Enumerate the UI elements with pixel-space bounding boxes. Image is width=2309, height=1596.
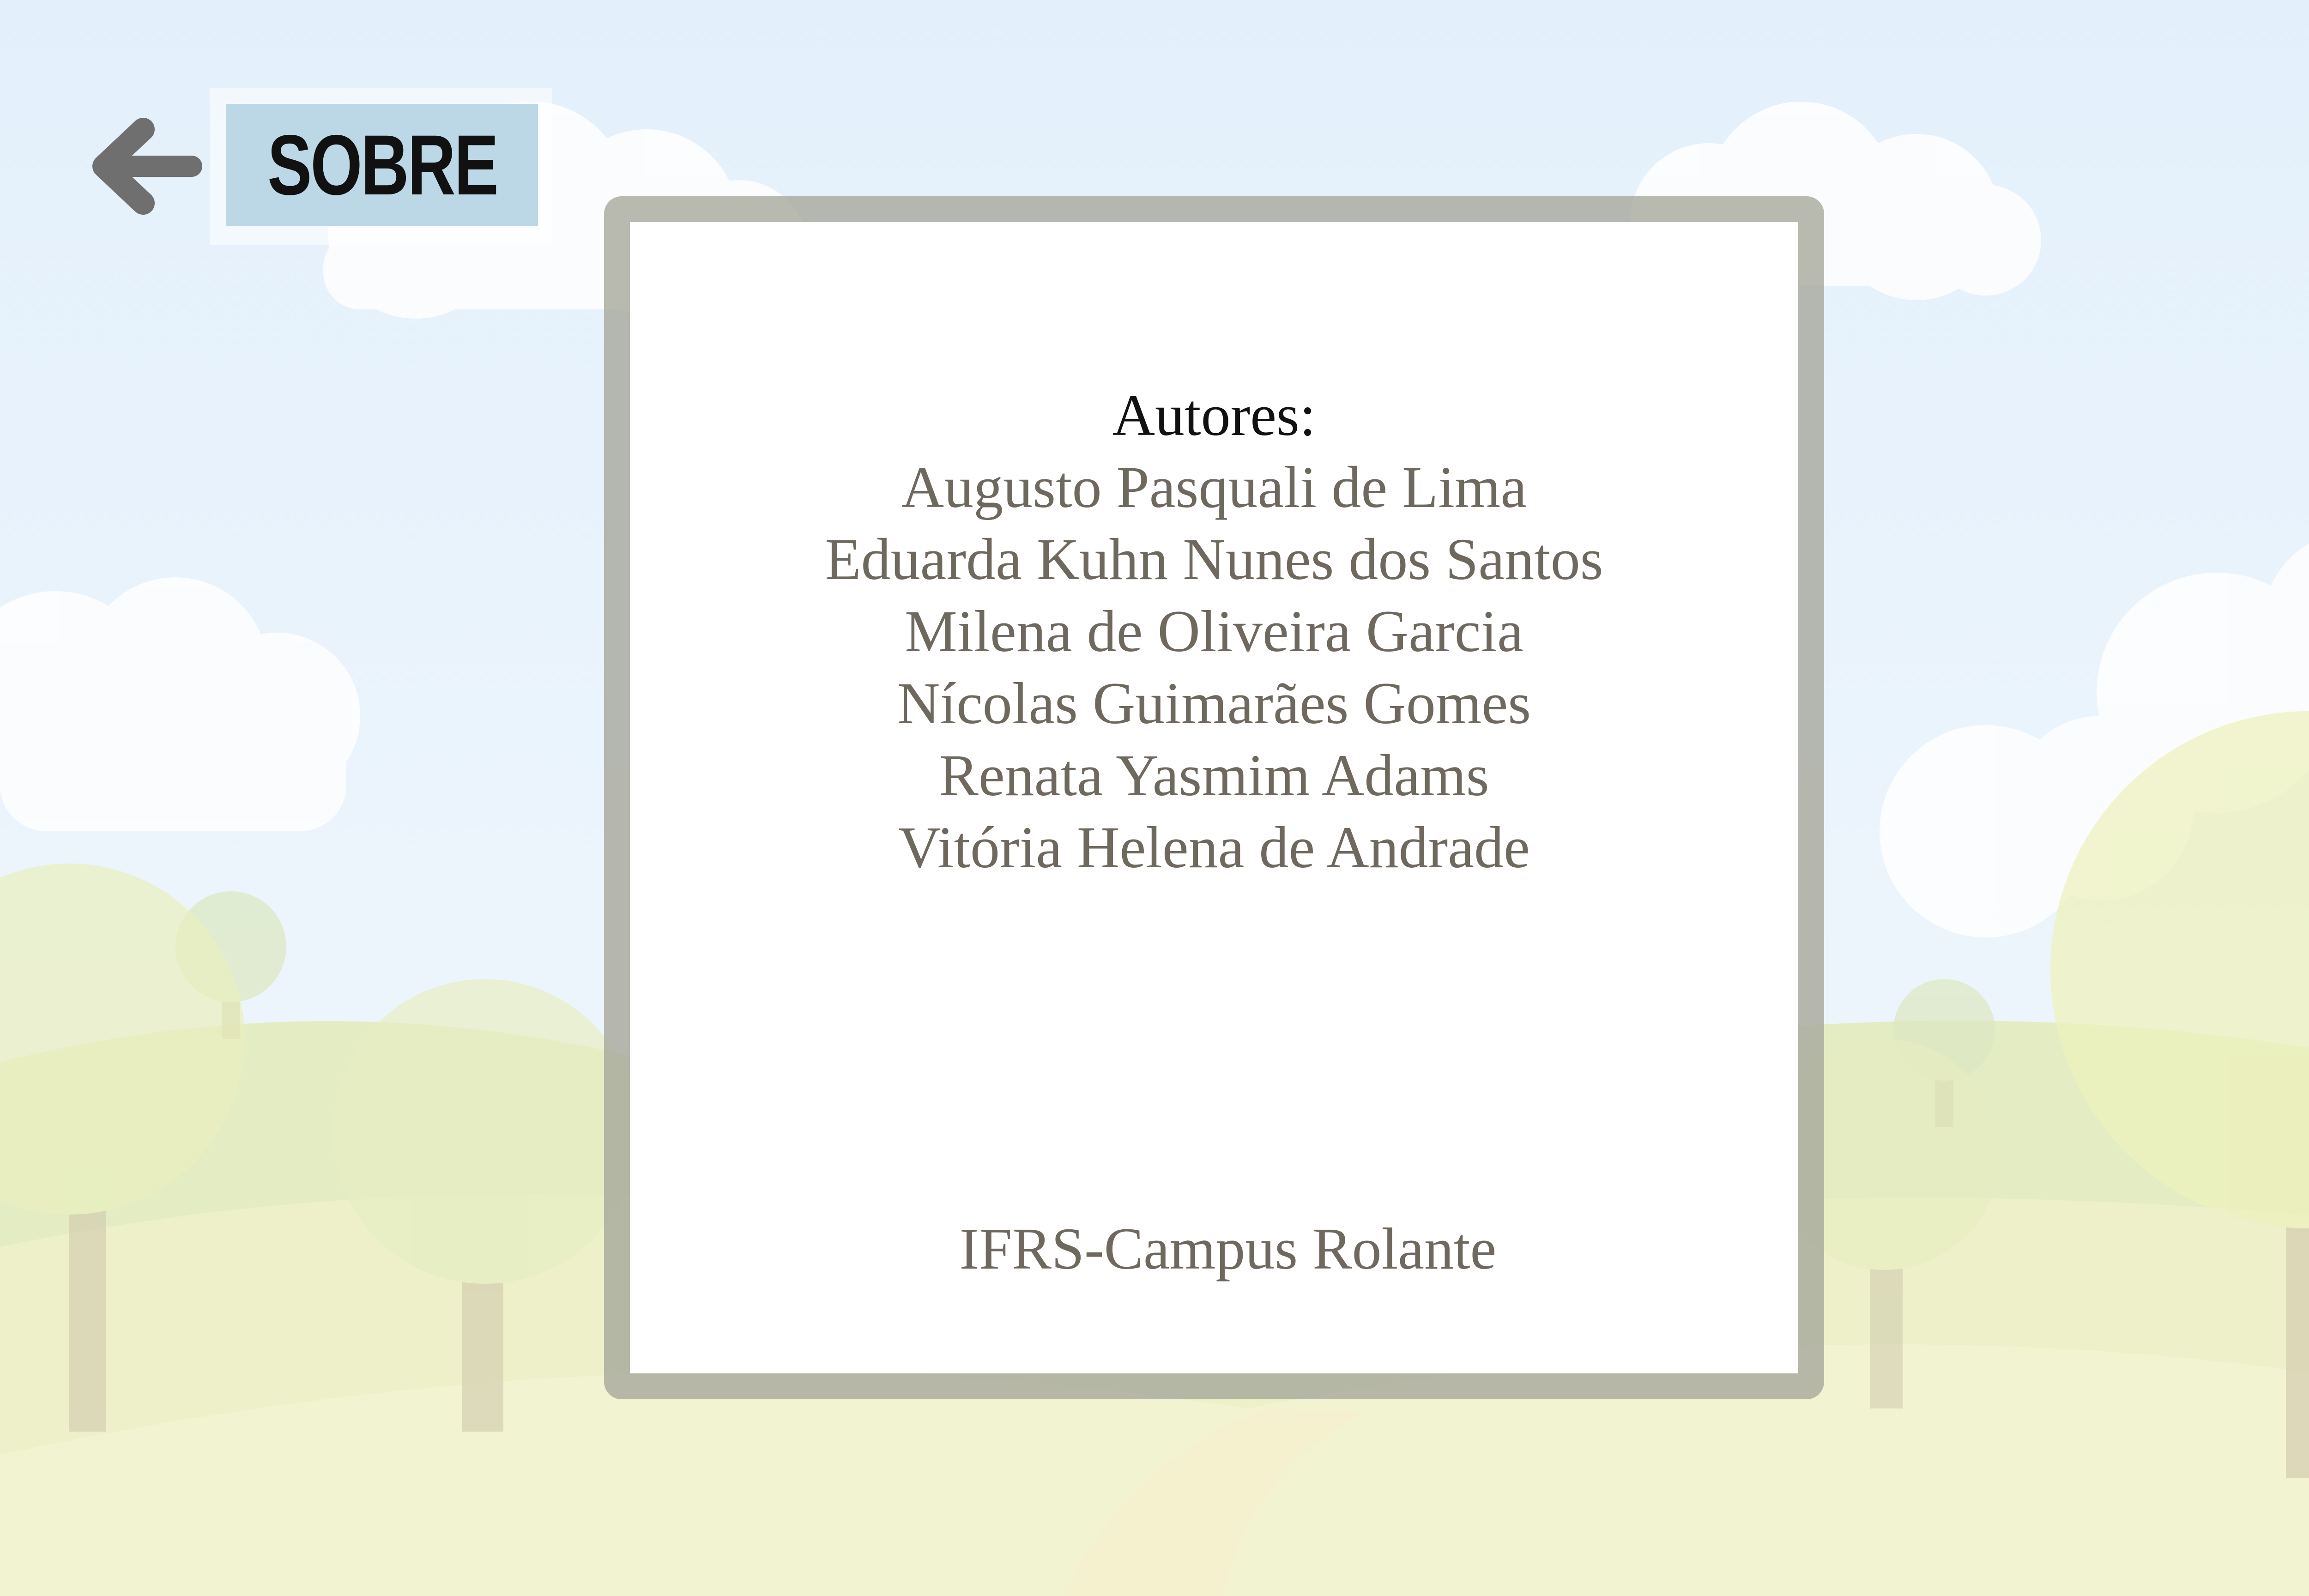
authors-list <box>630 379 1798 883</box>
arrow-left-icon <box>104 129 192 203</box>
author-name: Renata Yasmim Adams <box>939 743 1489 808</box>
author-name: Eduarda Kuhn Nunes dos Santos <box>825 526 1603 592</box>
institution-name: IFRS-Campus Rolante <box>959 1216 1497 1282</box>
author-name: Nícolas Guimarães Gomes <box>897 671 1531 736</box>
author-name: Vitória Helena de Andrade <box>898 815 1530 880</box>
credits-card <box>630 222 1798 1373</box>
authors-heading: Autores: <box>1112 382 1316 448</box>
title-background <box>226 104 538 226</box>
back-button[interactable] <box>88 115 212 217</box>
author-name: Augusto Pasquali de Lima <box>901 454 1527 520</box>
author-name: Milena de Oliveira Garcia <box>905 598 1523 664</box>
page-title: SOBRE <box>267 117 497 213</box>
title-badge <box>210 88 552 245</box>
credits-card-frame <box>604 196 1824 1399</box>
